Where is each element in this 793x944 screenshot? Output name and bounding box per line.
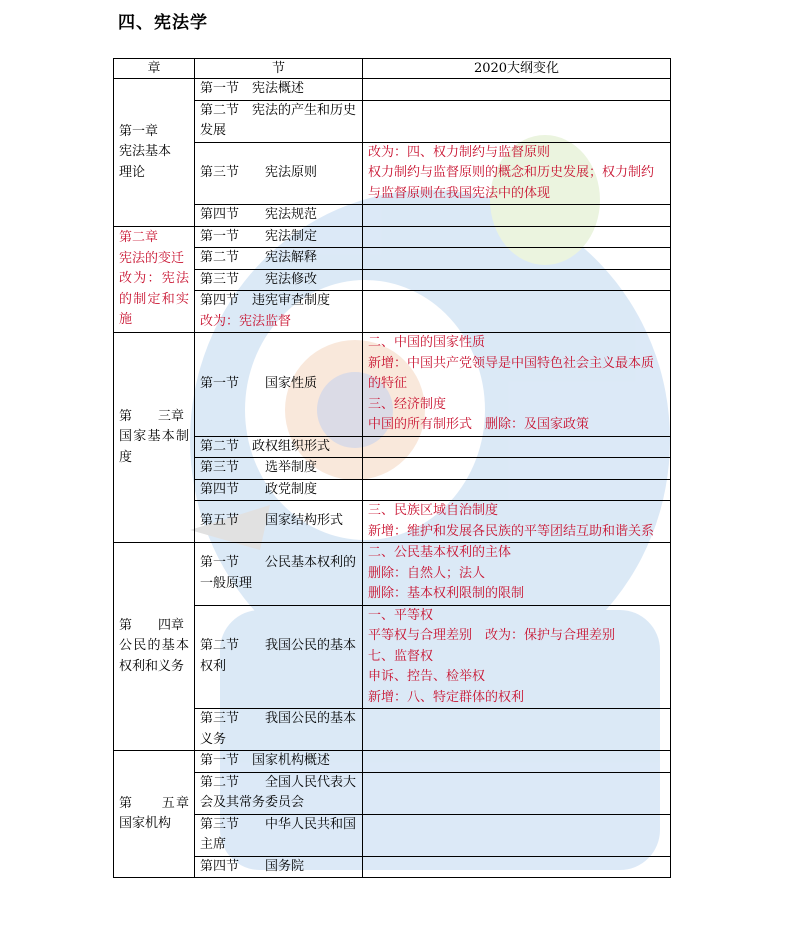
table-row [114, 501, 671, 543]
chapter-line: 宪法基本 [119, 144, 172, 159]
section-cell [195, 479, 363, 501]
section-title: 第二节 全国人民代表大会及其常务委员会 [200, 774, 357, 810]
section-title: 第三节 选举制度 [200, 460, 318, 475]
change-cell [363, 79, 671, 101]
table-row [114, 205, 671, 227]
section-cell [195, 501, 363, 543]
section-cell [195, 269, 363, 291]
section-title: 第一节 国家性质 [200, 376, 318, 391]
section-title: 第二节 宪法解释 [200, 250, 318, 265]
table-row [114, 543, 671, 606]
table-row [114, 458, 671, 480]
table-row [114, 436, 671, 458]
chapter-line: 改为：宪法的制定和实施 [119, 271, 189, 327]
chapter-line: 公民的基本权利和义务 [119, 638, 189, 674]
section-cell [195, 709, 363, 751]
header-chapter: 章 [114, 59, 195, 79]
section-cell [195, 142, 363, 205]
change-cell [363, 205, 671, 227]
section-cell [195, 436, 363, 458]
change-cell [363, 543, 671, 606]
section-cell [195, 291, 363, 333]
change-cell [363, 248, 671, 270]
change-cell [363, 291, 671, 333]
change-cell [363, 772, 671, 814]
chapter-cell [114, 333, 195, 543]
section-cell [195, 751, 363, 773]
change-line: 申诉、控告、检举权 [368, 669, 486, 684]
section-title: 第四节 违宪审查制度 [200, 293, 331, 308]
change-cell [363, 501, 671, 543]
change-line: 改为：四、权力制约与监督原则 [368, 144, 551, 160]
chapter-cell [114, 226, 195, 333]
change-line: 一、平等权 [368, 607, 434, 623]
section-cell [195, 814, 363, 856]
chapter-line: 理论 [119, 164, 146, 180]
section-cell [195, 543, 363, 606]
section-cell [195, 226, 363, 248]
section-cell [195, 856, 363, 878]
syllabus-table [113, 58, 671, 878]
change-line: 中国的所有制形式 删除：及国家政策 [368, 417, 590, 432]
page-title: 四、宪法学 [118, 13, 208, 33]
section-cell [195, 205, 363, 227]
table-row [114, 605, 671, 709]
section-note: 改为：宪法监督 [200, 313, 292, 329]
change-line: 删除：基本权利限制的限制 [368, 586, 525, 601]
change-cell [363, 479, 671, 501]
section-title: 第二节 宪法的产生和历史发展 [200, 102, 357, 138]
section-title: 第三节 我国公民的基本义务 [200, 711, 357, 747]
chapter-cell [114, 543, 195, 751]
table-row [114, 142, 671, 205]
table-row [114, 709, 671, 751]
change-cell [363, 333, 671, 437]
section-title: 第四节 宪法规范 [200, 207, 318, 222]
header-row [114, 59, 671, 79]
change-line: 删除：自然人；法人 [368, 565, 486, 581]
chapter-line: 国家基本制度 [119, 429, 189, 465]
change-line: 权力制约与监督原则的概念和历史发展；权力制约与监督原则在我国宪法中的体现 [368, 165, 655, 201]
change-cell [363, 856, 671, 878]
change-cell [363, 458, 671, 480]
section-title: 第四节 政党制度 [200, 481, 318, 497]
change-cell [363, 142, 671, 205]
section-cell [195, 458, 363, 480]
change-cell [363, 436, 671, 458]
change-line: 新增：中国共产党领导是中国特色社会主义最本质的特征 [368, 355, 655, 391]
section-title: 第一节 宪法制定 [200, 228, 318, 244]
change-line: 二、中国的国家性质 [368, 335, 486, 350]
section-cell [195, 100, 363, 142]
chapter-line: 第一章 [119, 123, 159, 139]
section-title: 第一节 公民基本权利的一般原理 [200, 555, 357, 591]
table-row [114, 269, 671, 291]
table-row [114, 856, 671, 878]
change-line: 三、经济制度 [368, 396, 447, 412]
table-row [114, 79, 671, 101]
section-title: 第三节 中华人民共和国主席 [200, 816, 357, 852]
section-cell [195, 248, 363, 270]
change-cell [363, 709, 671, 751]
section-title: 第二节 政权组织形式 [200, 438, 331, 454]
change-line: 平等权与合理差别 改为：保护与合理差别 [368, 628, 616, 643]
table-row [114, 100, 671, 142]
change-line: 新增：八、特定群体的权利 [368, 689, 525, 705]
table-row [114, 479, 671, 501]
section-title: 第五节 国家结构形式 [200, 513, 344, 529]
chapter-line: 宪法的变迁 [119, 250, 185, 266]
change-line: 二、公民基本权利的主体 [368, 545, 512, 560]
change-cell [363, 269, 671, 291]
change-cell [363, 751, 671, 773]
table-row [114, 226, 671, 248]
change-cell [363, 814, 671, 856]
change-line: 三、民族区域自治制度 [368, 503, 499, 518]
header-section: 节 [195, 59, 363, 79]
section-title: 第三节 宪法修改 [200, 271, 318, 287]
chapter-cell [114, 751, 203, 878]
change-cell [363, 605, 671, 709]
section-title: 第四节 国务院 [200, 858, 305, 874]
table-row [114, 751, 671, 773]
section-title: 第三节 宪法原则 [200, 165, 318, 180]
chapter-line: 第 三章 [119, 408, 185, 424]
section-cell [195, 79, 363, 101]
change-cell [363, 100, 671, 142]
table-row [114, 291, 671, 333]
section-title: 第一节 宪法概述 [200, 81, 305, 96]
section-cell [195, 333, 363, 437]
section-title: 第二节 我国公民的基本权利 [200, 638, 357, 674]
header-changes: 2020大纲变化 [363, 59, 671, 79]
section-cell [195, 772, 363, 814]
section-cell [195, 605, 363, 709]
table-row [114, 814, 671, 856]
table-row [114, 333, 671, 437]
table-row [114, 248, 671, 270]
chapter-cell [114, 79, 195, 227]
change-line: 新增：维护和发展各民族的平等团结互助和谐关系 [368, 523, 655, 539]
chapter-line: 第 五章 国家机构 [119, 795, 203, 831]
chapter-line: 第 四章 [119, 617, 185, 633]
change-line: 七、监督权 [368, 648, 434, 664]
chapter-line: 第二章 [119, 230, 159, 245]
section-title: 第一节 国家机构概述 [200, 753, 331, 768]
change-cell [363, 226, 671, 248]
